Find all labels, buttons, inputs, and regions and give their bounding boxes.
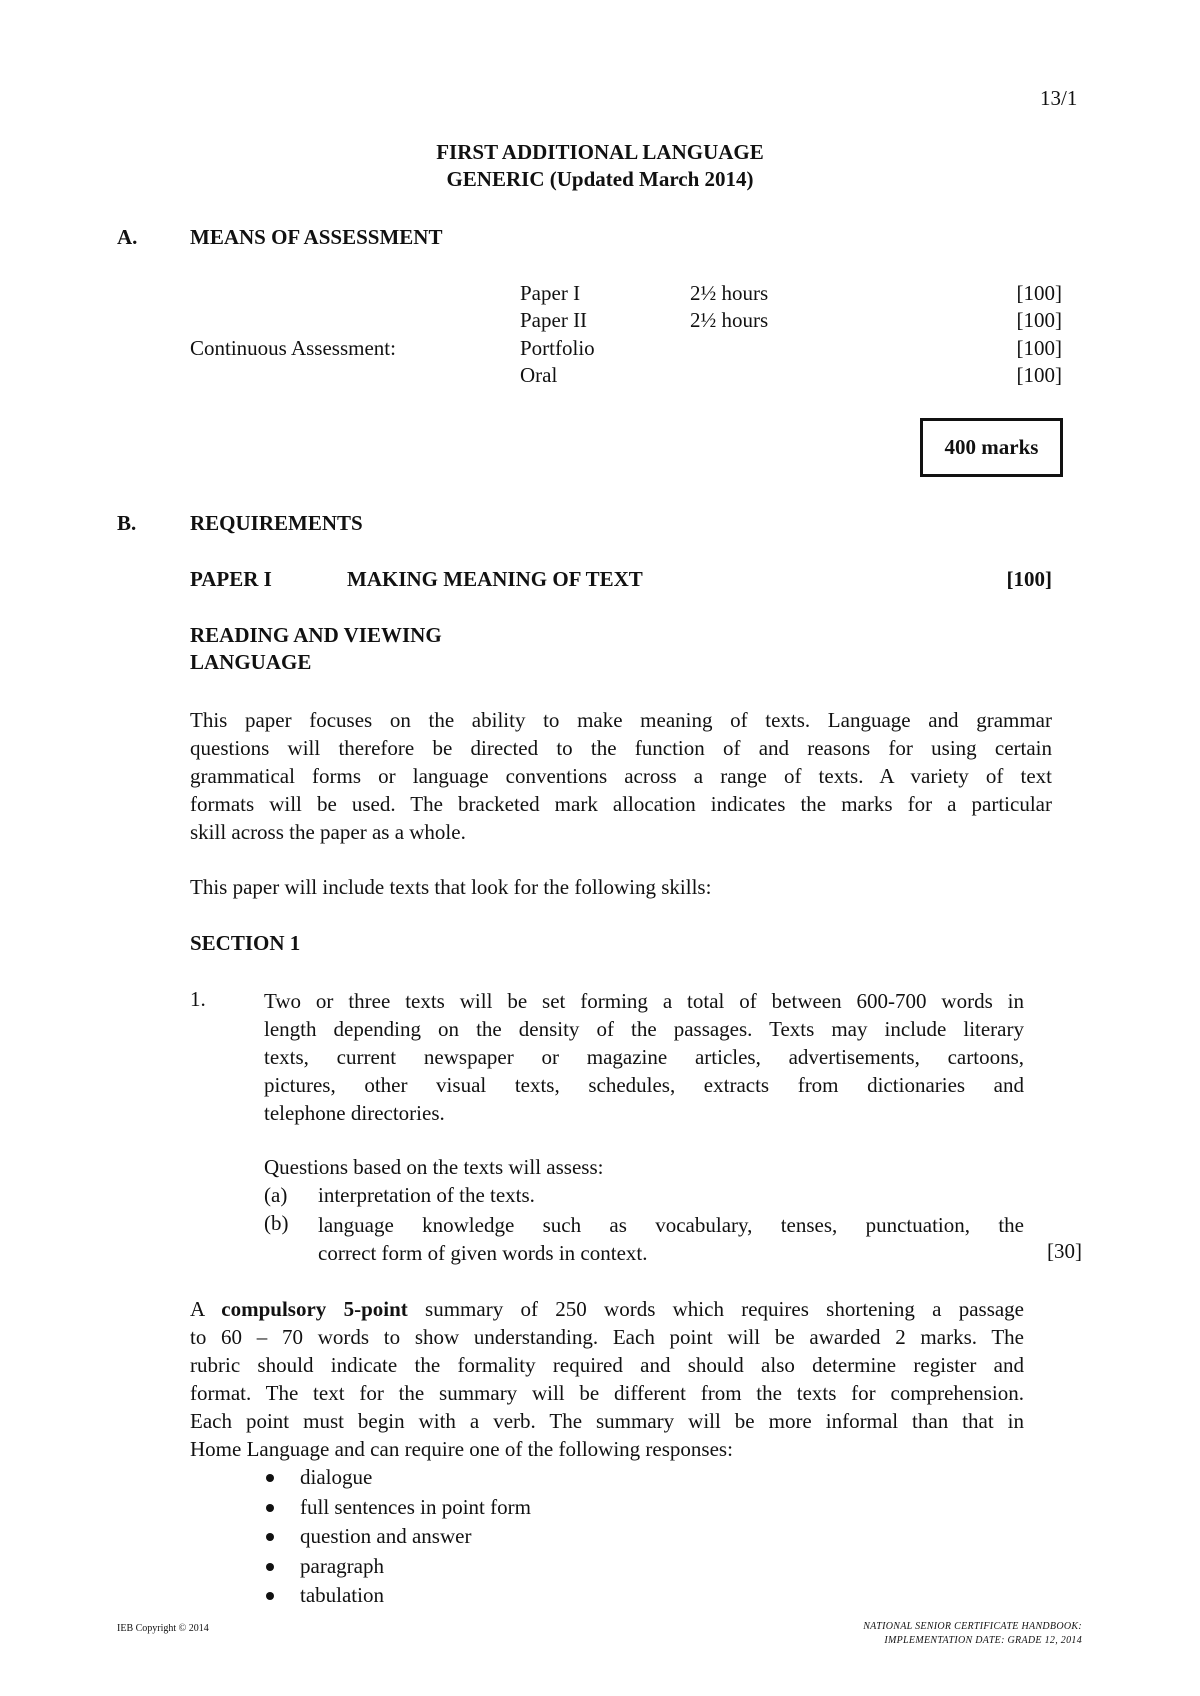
paragraph-line: to 60 – 70 words to show understanding. Each point will be awarded 2 marks. The <box>190 1325 1024 1349</box>
paragraph-line: length depending on the density of the passages. Texts may include literary <box>264 1017 1024 1041</box>
list-item: dialogue <box>264 1463 531 1493</box>
footer-implementation: IMPLEMENTATION DATE: GRADE 12, 2014 <box>884 1635 1082 1646</box>
summary-text: A <box>190 1297 222 1321</box>
table-cell-marks: [100] <box>1016 308 1062 332</box>
paragraph-line: rubric should indicate the formality required and should also determine register and <box>190 1353 1024 1377</box>
list-item: question and answer <box>264 1522 531 1552</box>
paragraph-line: Each point must begin with a verb. The summary will be more informal than that in <box>190 1409 1024 1433</box>
item1-marks: [30] <box>1047 1239 1082 1263</box>
summary-paragraph <box>190 1295 1024 1463</box>
bullet-icon <box>266 1563 274 1571</box>
section1-heading: SECTION 1 <box>190 931 301 955</box>
paragraph-line: This paper focuses on the ability to make meaning of texts. Language and grammar <box>190 708 1052 732</box>
bullet-icon <box>266 1504 274 1512</box>
table-cell-item: Oral <box>520 363 558 387</box>
intro-paragraph <box>190 706 1052 846</box>
paragraph-line: format. The text for the summary will be different from the texts for comprehension. <box>190 1381 1024 1405</box>
section-a-heading: MEANS OF ASSESSMENT <box>190 225 443 249</box>
footer-handbook: NATIONAL SENIOR CERTIFICATE HANDBOOK: <box>863 1621 1082 1632</box>
paragraph-line: language knowledge such as vocabulary, tenses, punctuation, the <box>318 1213 1024 1237</box>
summary-text: summary of 250 words which requires shortening a passage <box>407 1297 1025 1321</box>
paragraph-line <box>190 1295 1024 1323</box>
page-number: 13/1 <box>1040 86 1078 110</box>
paragraph-line: formats will be used. The bracketed mark allocation indicates the marks for a particular <box>190 792 1052 816</box>
response-types-list <box>264 1463 531 1611</box>
paragraph-line: pictures, other visual texts, schedules, extracts from dictionaries and <box>264 1073 1024 1097</box>
bullet-icon <box>266 1474 274 1482</box>
paragraph-line: texts, current newspaper or magazine articles, advertisements, cartoons, <box>264 1045 1024 1069</box>
bullet-icon <box>266 1533 274 1541</box>
paragraph-line: Two or three texts will be set forming a total of between 600-700 words in <box>264 989 1024 1013</box>
table-cell-marks: [100] <box>1016 281 1062 305</box>
page-title: FIRST ADDITIONAL LANGUAGE <box>436 140 764 164</box>
paragraph-line: skill across the paper as a whole. <box>190 820 466 844</box>
paper1-title: MAKING MEANING OF TEXT <box>347 567 643 591</box>
table-cell-duration: 2½ hours <box>690 308 769 332</box>
footer-copyright: IEB Copyright © 2014 <box>117 1623 209 1634</box>
sub-b-label: (b) <box>264 1211 289 1235</box>
skills-intro: This paper will include texts that look for the following skills: <box>190 875 712 899</box>
page-subtitle: GENERIC (Updated March 2014) <box>446 167 754 191</box>
table-cell-category: Continuous Assessment: <box>190 336 396 360</box>
section-a-letter: A. <box>117 225 138 249</box>
table-cell-duration: 2½ hours <box>690 281 769 305</box>
section-b-letter: B. <box>117 511 137 535</box>
total-marks-label: 400 marks <box>944 435 1039 459</box>
table-cell-item: Portfolio <box>520 336 595 360</box>
paragraph-line: correct form of given words in context. <box>318 1241 648 1265</box>
list-item: tabulation <box>264 1581 531 1611</box>
item1-paragraph <box>264 987 1024 1127</box>
sub-a-label: (a) <box>264 1183 288 1207</box>
table-cell-item: Paper II <box>520 308 588 332</box>
table-cell-marks: [100] <box>1016 363 1062 387</box>
total-marks-box <box>920 418 1063 477</box>
list-item: paragraph <box>264 1552 531 1582</box>
summary-emphasis: compulsory 5-point <box>221 1297 408 1321</box>
paper1-marks: [100] <box>1006 567 1052 591</box>
paragraph-line: Home Language and can require one of the following responses: <box>190 1437 733 1461</box>
sub-b-text <box>318 1211 1024 1267</box>
paper1-label: PAPER I <box>190 567 272 591</box>
paragraph-line: telephone directories. <box>264 1101 445 1125</box>
table-cell-marks: [100] <box>1016 336 1062 360</box>
subheading-reading-viewing: READING AND VIEWING <box>190 623 442 647</box>
paragraph-line: questions will therefore be directed to the function of and reasons for using certain <box>190 736 1052 760</box>
subheading-language: LANGUAGE <box>190 650 312 674</box>
table-cell-item: Paper I <box>520 281 581 305</box>
item1-number: 1. <box>190 987 206 1011</box>
questions-intro: Questions based on the texts will assess: <box>264 1155 604 1179</box>
list-item: full sentences in point form <box>264 1493 531 1523</box>
bullet-icon <box>266 1592 274 1600</box>
sub-a-text: interpretation of the texts. <box>318 1183 535 1207</box>
paragraph-line: grammatical forms or language conventions across a range of texts. A variety of text <box>190 764 1052 788</box>
section-b-heading: REQUIREMENTS <box>190 511 363 535</box>
